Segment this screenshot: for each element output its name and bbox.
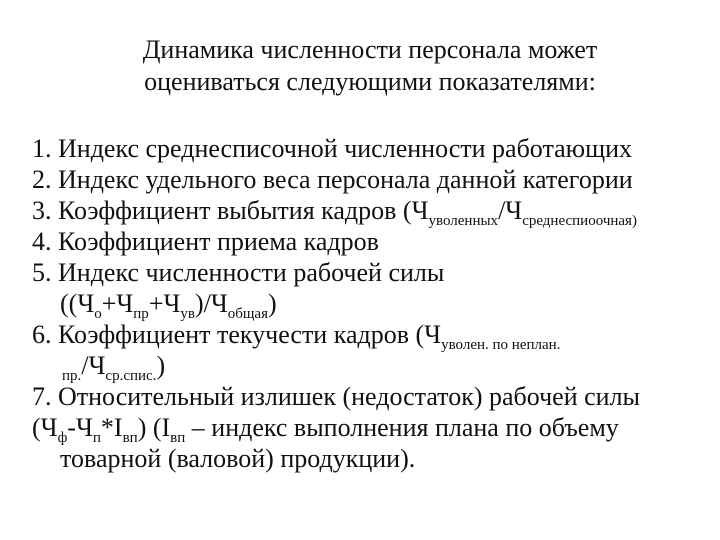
- list-item-1: 1. Индекс среднесписочной численности работающих: [32, 134, 633, 163]
- formula-part: -Ч: [67, 413, 93, 442]
- formula-sub: пр: [133, 306, 149, 322]
- formula-part: ((Ч: [60, 289, 95, 318]
- item-6-cont-sub2: ср.спис.: [105, 368, 157, 384]
- list-item-4: 4. Коэффициент приема кадров: [32, 227, 379, 256]
- formula-part: (Ч: [32, 413, 58, 442]
- list-item-6: [32, 319, 712, 353]
- list-item-3: [32, 195, 712, 229]
- title-line-2: оцениваться следующими показателями:: [144, 67, 596, 96]
- item-6-sub: уволен. по неплан.: [441, 337, 561, 353]
- slide-title: [60, 34, 680, 98]
- list-item-7-formula: [32, 412, 712, 446]
- item-6-cont-mid: /Ч: [81, 351, 106, 380]
- item-3-sub-dismissed: уволенных: [428, 213, 499, 229]
- formula-part: – индекс выполнения плана по объему: [185, 413, 619, 442]
- list-item-6-continuation: [32, 350, 712, 384]
- formula-part: )/Ч: [194, 289, 228, 318]
- formula-part: ): [268, 289, 277, 318]
- formula-part: +Ч: [148, 289, 181, 318]
- list-item-5: 5. Индекс численности рабочей силы: [32, 258, 445, 287]
- item-3-text: 3. Коэффициент выбытия кадров (Ч: [32, 196, 429, 225]
- list-item-7-last: товарной (валовой) продукции).: [60, 444, 416, 473]
- formula-sub: общая: [227, 306, 268, 322]
- indicator-list: [32, 133, 712, 474]
- formula-sub: вп: [170, 430, 186, 446]
- item-3-sub-average: среднеспиоочная): [522, 213, 637, 229]
- formula-part: *I: [100, 413, 123, 442]
- item-6-text: 6. Коэффициент текучести кадров (Ч: [32, 320, 442, 349]
- list-item-7: 7. Относительный излишек (недостаток) рабочей силы: [32, 382, 641, 411]
- title-line-1: Динамика численности персонала может: [142, 35, 598, 64]
- formula-part: +Ч: [101, 289, 134, 318]
- item-6-cont-close: ): [156, 351, 166, 380]
- formula-sub: п: [92, 430, 101, 446]
- formula-sub: ф: [57, 430, 68, 446]
- formula-sub: о: [94, 306, 102, 322]
- item-6-cont-sub: пр.: [62, 368, 82, 384]
- item-3-mid: /Ч: [498, 196, 523, 225]
- list-item-5-formula: [32, 288, 712, 322]
- formula-sub: вп: [122, 430, 138, 446]
- formula-part: ) (I: [137, 413, 171, 442]
- list-item-2: 2. Индекс удельного веса персонала данной категории: [32, 165, 633, 194]
- formula-sub: ув: [180, 306, 195, 322]
